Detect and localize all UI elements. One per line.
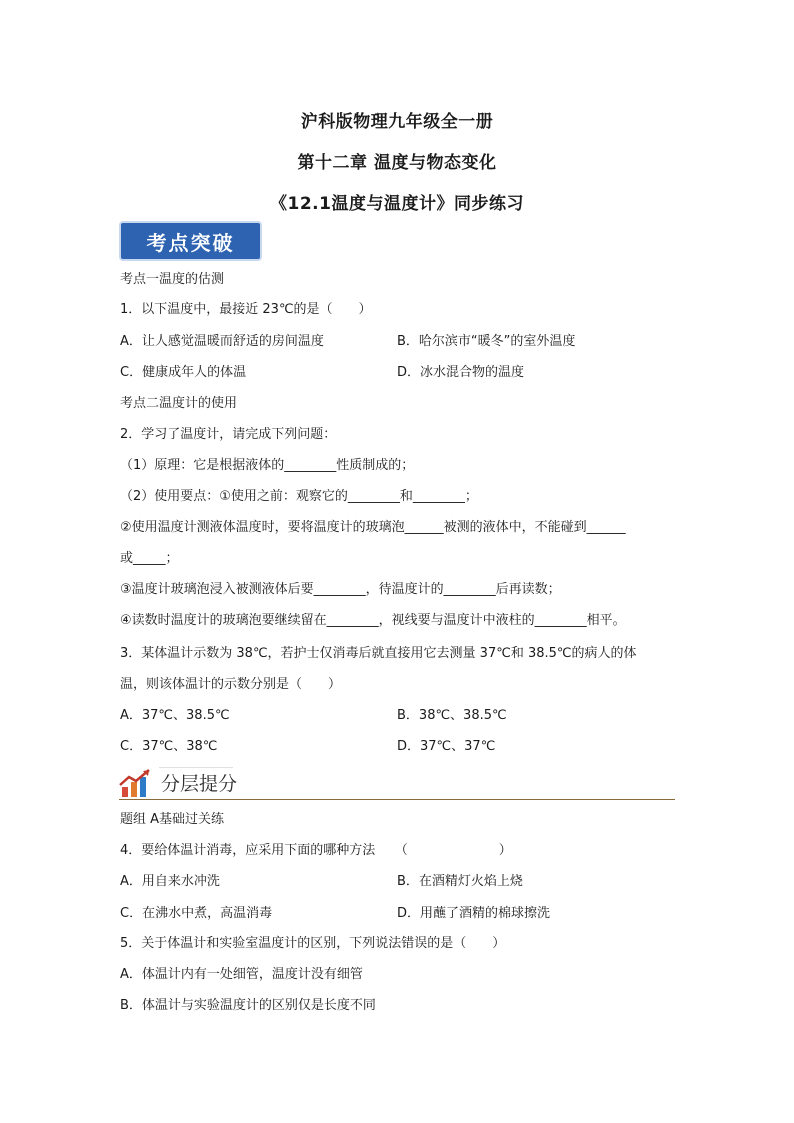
question-2-part-1: （1）原理：它是根据液体的________性质制成的； bbox=[120, 458, 415, 473]
question-4-stem: 4．要给体温计消毒，应采用下面的哪种方法 （ ） bbox=[120, 843, 512, 858]
section-banner-kaodian bbox=[119, 221, 262, 261]
question-3-option-d: D．37℃、37℃ bbox=[397, 739, 496, 754]
lesson-title: 《12.1温度与温度计》同步练习 bbox=[270, 194, 524, 214]
question-3-option-b: B．38℃、38.5℃ bbox=[397, 708, 507, 723]
question-4-option-a: A．用自来水冲洗 bbox=[120, 874, 220, 889]
topic-heading-2: 考点二温度计的使用 bbox=[120, 396, 238, 411]
banner-label: 考点突破 bbox=[146, 230, 235, 255]
question-2-item-2-cont: 或_____； bbox=[120, 551, 179, 566]
section-header-fenceng bbox=[119, 765, 675, 801]
section-divider bbox=[119, 799, 675, 800]
question-2-item-3: ③温度计玻璃泡浸入被测液体后要________，待温度计的________后再读数； bbox=[120, 582, 561, 597]
question-5-stem: 5．关于体温计和实验室温度计的区别，下列说法错误的是（ ） bbox=[120, 936, 506, 951]
question-5-option-b: B．体温计与实验温度计的区别仅是长度不同 bbox=[120, 998, 376, 1013]
question-2-stem: 2．学习了温度计，请完成下列问题： bbox=[120, 427, 337, 442]
question-1-option-a: A．让人感觉温暖而舒适的房间温度 bbox=[120, 334, 324, 349]
question-4-option-b: B．在酒精灯火焰上烧 bbox=[397, 874, 523, 889]
question-1-option-b: B．哈尔滨市“暖冬”的室外温度 bbox=[397, 334, 576, 349]
chapter-title: 第十二章 温度与物态变化 bbox=[297, 153, 497, 173]
topic-heading-1: 考点一温度的估测 bbox=[120, 272, 225, 287]
rising-bar-chart-icon bbox=[119, 767, 153, 799]
question-1-option-c: C．健康成年人的体温 bbox=[120, 365, 247, 380]
question-4-option-d: D．用蘸了酒精的棉球擦洗 bbox=[397, 906, 551, 921]
book-title: 沪科版物理九年级全一册 bbox=[300, 112, 494, 132]
question-3-stem-cont: 温，则该体温计的示数分别是（ ） bbox=[120, 677, 342, 692]
question-3-stem: 3．某体温计示数为 38℃，若护士仅消毒后就直接用它去测量 37℃和 38.5℃的病人的体 bbox=[120, 646, 637, 661]
question-3-option-a: A．37℃、38.5℃ bbox=[120, 708, 230, 723]
question-1-stem: 1．以下温度中，最接近 23℃的是（ ） bbox=[120, 302, 372, 317]
group-heading-a: 题组 A基础过关练 bbox=[120, 812, 225, 827]
question-2-item-4: ④读数时温度计的玻璃泡要继续留在________，视线要与温度计中液柱的________相平。 bbox=[120, 613, 626, 628]
question-1-option-d: D．冰水混合物的温度 bbox=[397, 365, 525, 380]
question-4-option-c: C．在沸水中煮，高温消毒 bbox=[120, 906, 273, 921]
question-2-item-2: ②使用温度计测液体温度时，要将温度计的玻璃泡______被测的液体中，不能碰到______ bbox=[120, 520, 626, 535]
question-2-part-2: （2）使用要点：①使用之前：观察它的________和________； bbox=[120, 489, 478, 504]
section-label: 分层提分 bbox=[161, 773, 238, 795]
question-3-option-c: C．37℃、38℃ bbox=[120, 739, 218, 754]
question-5-option-a: A．体温计内有一处细管，温度计没有细管 bbox=[120, 967, 363, 982]
